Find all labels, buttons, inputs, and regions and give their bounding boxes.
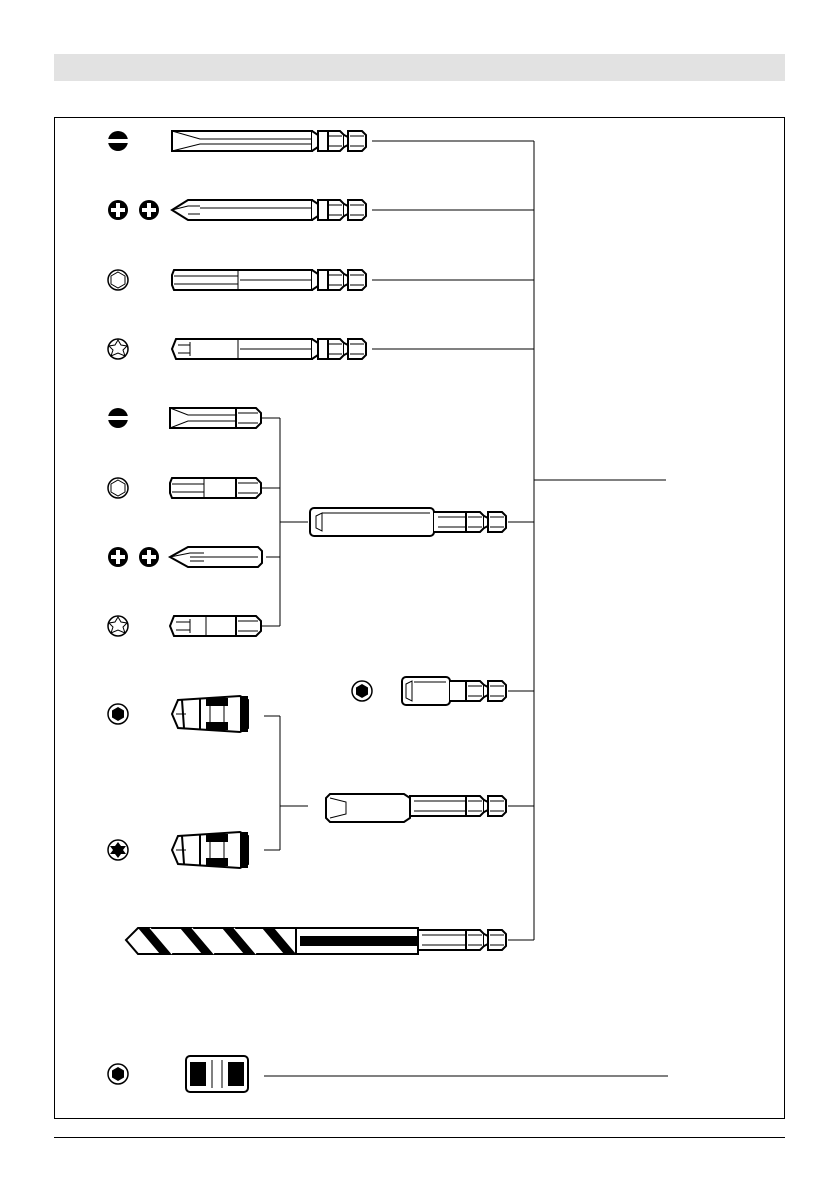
phillips-profile-icon	[108, 200, 128, 220]
bit-holder	[310, 508, 506, 536]
long-torx-bit	[172, 339, 366, 359]
torx-profile-icon	[108, 616, 128, 636]
long-slotted-bit	[172, 131, 366, 151]
hex-profile-icon	[108, 270, 128, 290]
short-slotted-bit	[170, 408, 261, 428]
phillips-profile-icon	[108, 547, 128, 567]
torx-profile-icon	[108, 339, 128, 359]
slotted-profile-icon	[107, 408, 129, 428]
twist-drill-bit	[126, 928, 506, 954]
pozidriv-profile-icon	[139, 200, 159, 220]
hex-nut-profile-icon	[108, 1064, 128, 1084]
socket-inserts-bracket	[264, 716, 308, 850]
hex-socket-insert	[172, 696, 248, 732]
short-bits-bracket	[262, 418, 308, 626]
short-torx-bit	[170, 616, 261, 636]
pozidriv-profile-icon	[139, 547, 159, 567]
slotted-profile-icon	[107, 131, 129, 151]
long-phillips-bit	[172, 200, 366, 220]
long-hex-bit	[172, 270, 366, 290]
hex-nut-profile-icon	[352, 681, 372, 701]
short-hex-bit	[170, 478, 261, 498]
hex-profile-icon	[108, 478, 128, 498]
socket-adapter	[326, 794, 506, 822]
torx-socket-insert	[172, 832, 248, 868]
nut-setter-hex-shank	[402, 677, 506, 705]
short-phillips-bit	[170, 547, 262, 567]
torx-nut-profile-icon	[108, 840, 128, 860]
socket-sleeve	[186, 1056, 248, 1092]
hex-nut-profile-icon	[108, 704, 128, 724]
